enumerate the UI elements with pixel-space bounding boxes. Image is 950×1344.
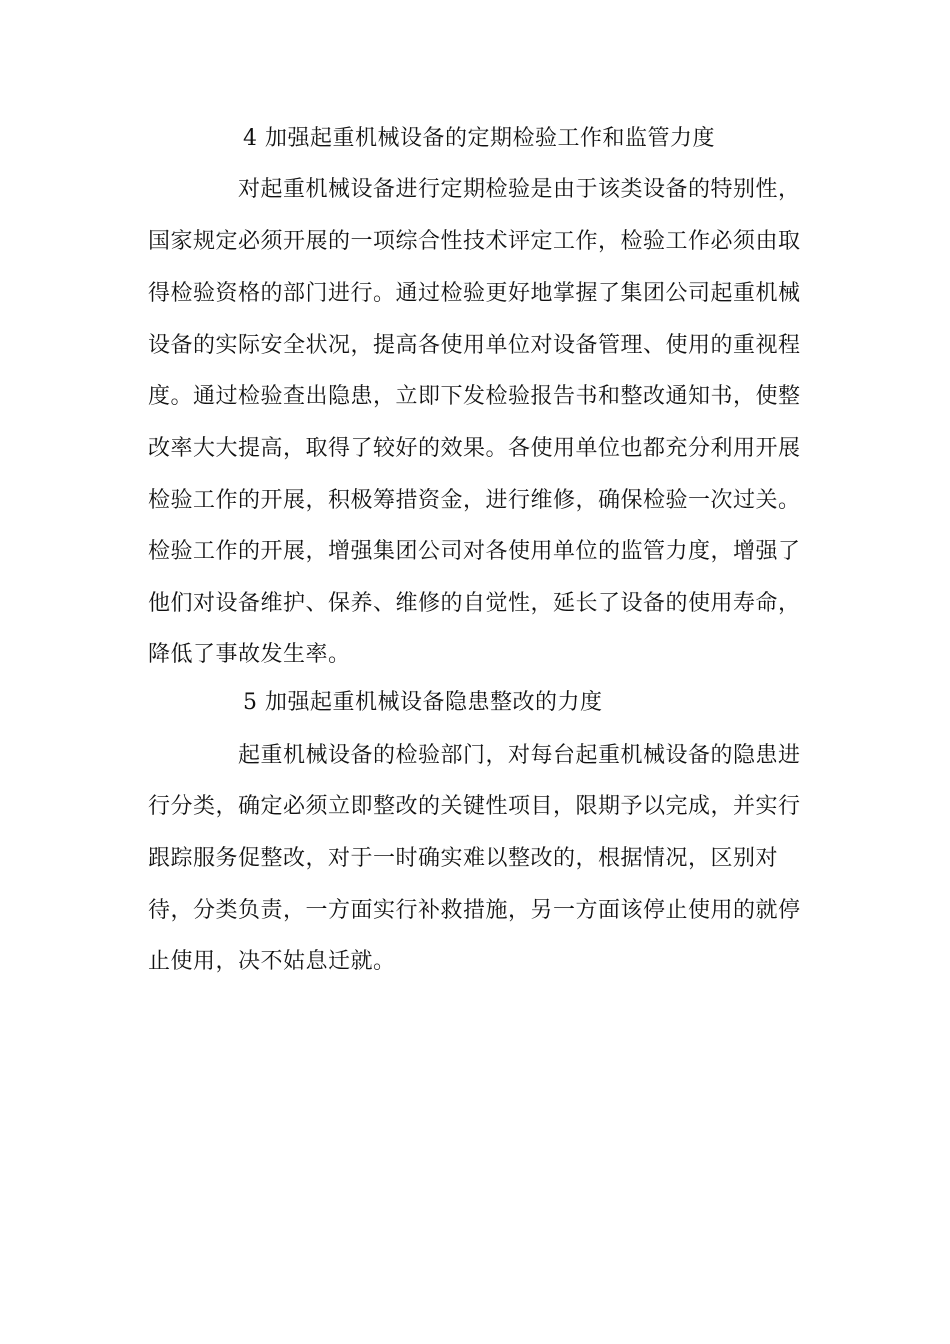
section-4-heading: 4 加强起重机械设备的定期检验工作和监管力度 [243,126,715,151]
section-4-line: 对起重机械设备进行定期检验是由于该类设备的特别性， [238,177,801,202]
section-4-line: 改率大大提高，取得了较好的效果。各使用单位也都充分利用开展 [148,436,801,461]
section-4-line: 得检验资格的部门进行。通过检验更好地掌握了集团公司起重机械 [148,281,801,306]
section-5-line: 跟踪服务促整改，对于一时确实难以整改的，根据情况，区别对 [148,846,779,871]
section-4-line: 检验工作的开展，积极筹措资金，进行维修，确保检验一次过关。 [148,488,801,513]
section-4-line: 检验工作的开展，增强集团公司对各使用单位的监管力度，增强了 [148,539,801,564]
section-4-line: 他们对设备维护、保养、维修的自觉性，延长了设备的使用寿命， [148,591,801,616]
section-4-line: 国家规定必须开展的一项综合性技术评定工作，检验工作必须由取 [148,229,801,254]
section-5-line: 待，分类负责，一方面实行补救措施，另一方面该停止使用的就停 [148,898,801,923]
section-4-line: 度。通过检验查出隐患，立即下发检验报告书和整改通知书，使整 [148,384,801,409]
section-5-line: 起重机械设备的检验部门，对每台起重机械设备的隐患进 [238,743,801,768]
section-5-heading: 5 加强起重机械设备隐患整改的力度 [243,690,603,715]
section-5-line: 止使用，决不姑息迁就。 [148,949,396,974]
section-4-line: 设备的实际安全状况，提高各使用单位对设备管理、使用的重视程 [148,333,801,358]
section-4-line: 降低了事故发生率。 [148,642,351,667]
section-5-line: 行分类，确定必须立即整改的关键性项目，限期予以完成，并实行 [148,794,801,819]
